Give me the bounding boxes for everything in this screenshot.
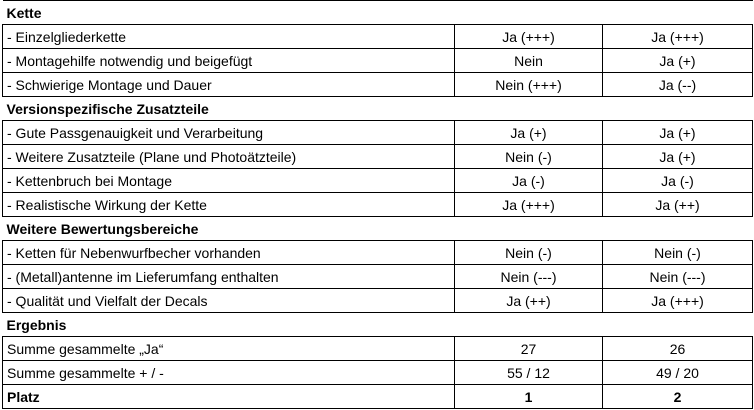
value-kit-1: Ja (+): [455, 121, 603, 145]
value-kit-1: Ja (-): [455, 169, 603, 193]
value-kit-1: Nein (---): [455, 265, 603, 289]
criterion-label: - Realistische Wirkung der Kette: [3, 193, 455, 217]
value-kit-2: 26: [603, 337, 753, 361]
table-row: [3, 49, 753, 73]
section-title: Weitere Bewertungsbereiche: [3, 217, 753, 241]
criterion-label: - Gute Passgenauigkeit und Verarbeitung: [3, 121, 455, 145]
value-kit-2: 49 / 20: [603, 361, 753, 385]
value-kit-1: Nein (+++): [455, 73, 603, 97]
table-row: [3, 265, 753, 289]
table-row: [3, 121, 753, 145]
criterion-label: Platz: [3, 385, 455, 409]
value-kit-1: 27: [455, 337, 603, 361]
value-kit-2: Ja (+): [603, 121, 753, 145]
table-row: [3, 25, 753, 49]
value-kit-2: Ja (-): [603, 169, 753, 193]
table-row: [3, 73, 753, 97]
table-row: [3, 289, 753, 313]
value-kit-1: 1: [455, 385, 603, 409]
value-kit-1: Ja (+++): [455, 193, 603, 217]
value-kit-1: Ja (++): [455, 289, 603, 313]
table-row: [3, 241, 753, 265]
criterion-label: - Weitere Zusatzteile (Plane und Photoätzteile): [3, 145, 455, 169]
table-row: [3, 361, 753, 385]
value-kit-1: 55 / 12: [455, 361, 603, 385]
criterion-label: - (Metall)antenne im Lieferumfang enthalten: [3, 265, 455, 289]
value-kit-1: Nein: [455, 49, 603, 73]
value-kit-1: Nein (-): [455, 241, 603, 265]
section-title: Kette: [3, 1, 753, 25]
section-title: Ergebnis: [3, 313, 753, 337]
table-row: [3, 385, 753, 409]
section-header-row: [3, 217, 753, 241]
criterion-label: - Montagehilfe notwendig und beigefügt: [3, 49, 455, 73]
value-kit-2: Ja (+): [603, 145, 753, 169]
value-kit-2: Ja (+++): [603, 25, 753, 49]
table-row: [3, 145, 753, 169]
value-kit-2: Ja (++): [603, 193, 753, 217]
table-row: [3, 193, 753, 217]
comparison-table: [2, 0, 753, 409]
value-kit-1: Ja (+++): [455, 25, 603, 49]
criterion-label: - Schwierige Montage und Dauer: [3, 73, 455, 97]
section-title: Versionspezifische Zusatzteile: [3, 97, 753, 121]
criterion-label: - Qualität und Vielfalt der Decals: [3, 289, 455, 313]
value-kit-2: 2: [603, 385, 753, 409]
criterion-label: - Einzelgliederkette: [3, 25, 455, 49]
value-kit-1: Nein (-): [455, 145, 603, 169]
value-kit-2: Nein (-): [603, 241, 753, 265]
value-kit-2: Ja (--): [603, 73, 753, 97]
section-header-row: [3, 313, 753, 337]
table-row: [3, 337, 753, 361]
section-header-row: [3, 97, 753, 121]
value-kit-2: Nein (---): [603, 265, 753, 289]
criterion-label: - Ketten für Nebenwurfbecher vorhanden: [3, 241, 455, 265]
table-row: [3, 169, 753, 193]
value-kit-2: Ja (+++): [603, 289, 753, 313]
criterion-label: Summe gesammelte + / -: [3, 361, 455, 385]
criterion-label: - Kettenbruch bei Montage: [3, 169, 455, 193]
criterion-label: Summe gesammelte „Ja“: [3, 337, 455, 361]
section-header-row: [3, 1, 753, 25]
value-kit-2: Ja (+): [603, 49, 753, 73]
